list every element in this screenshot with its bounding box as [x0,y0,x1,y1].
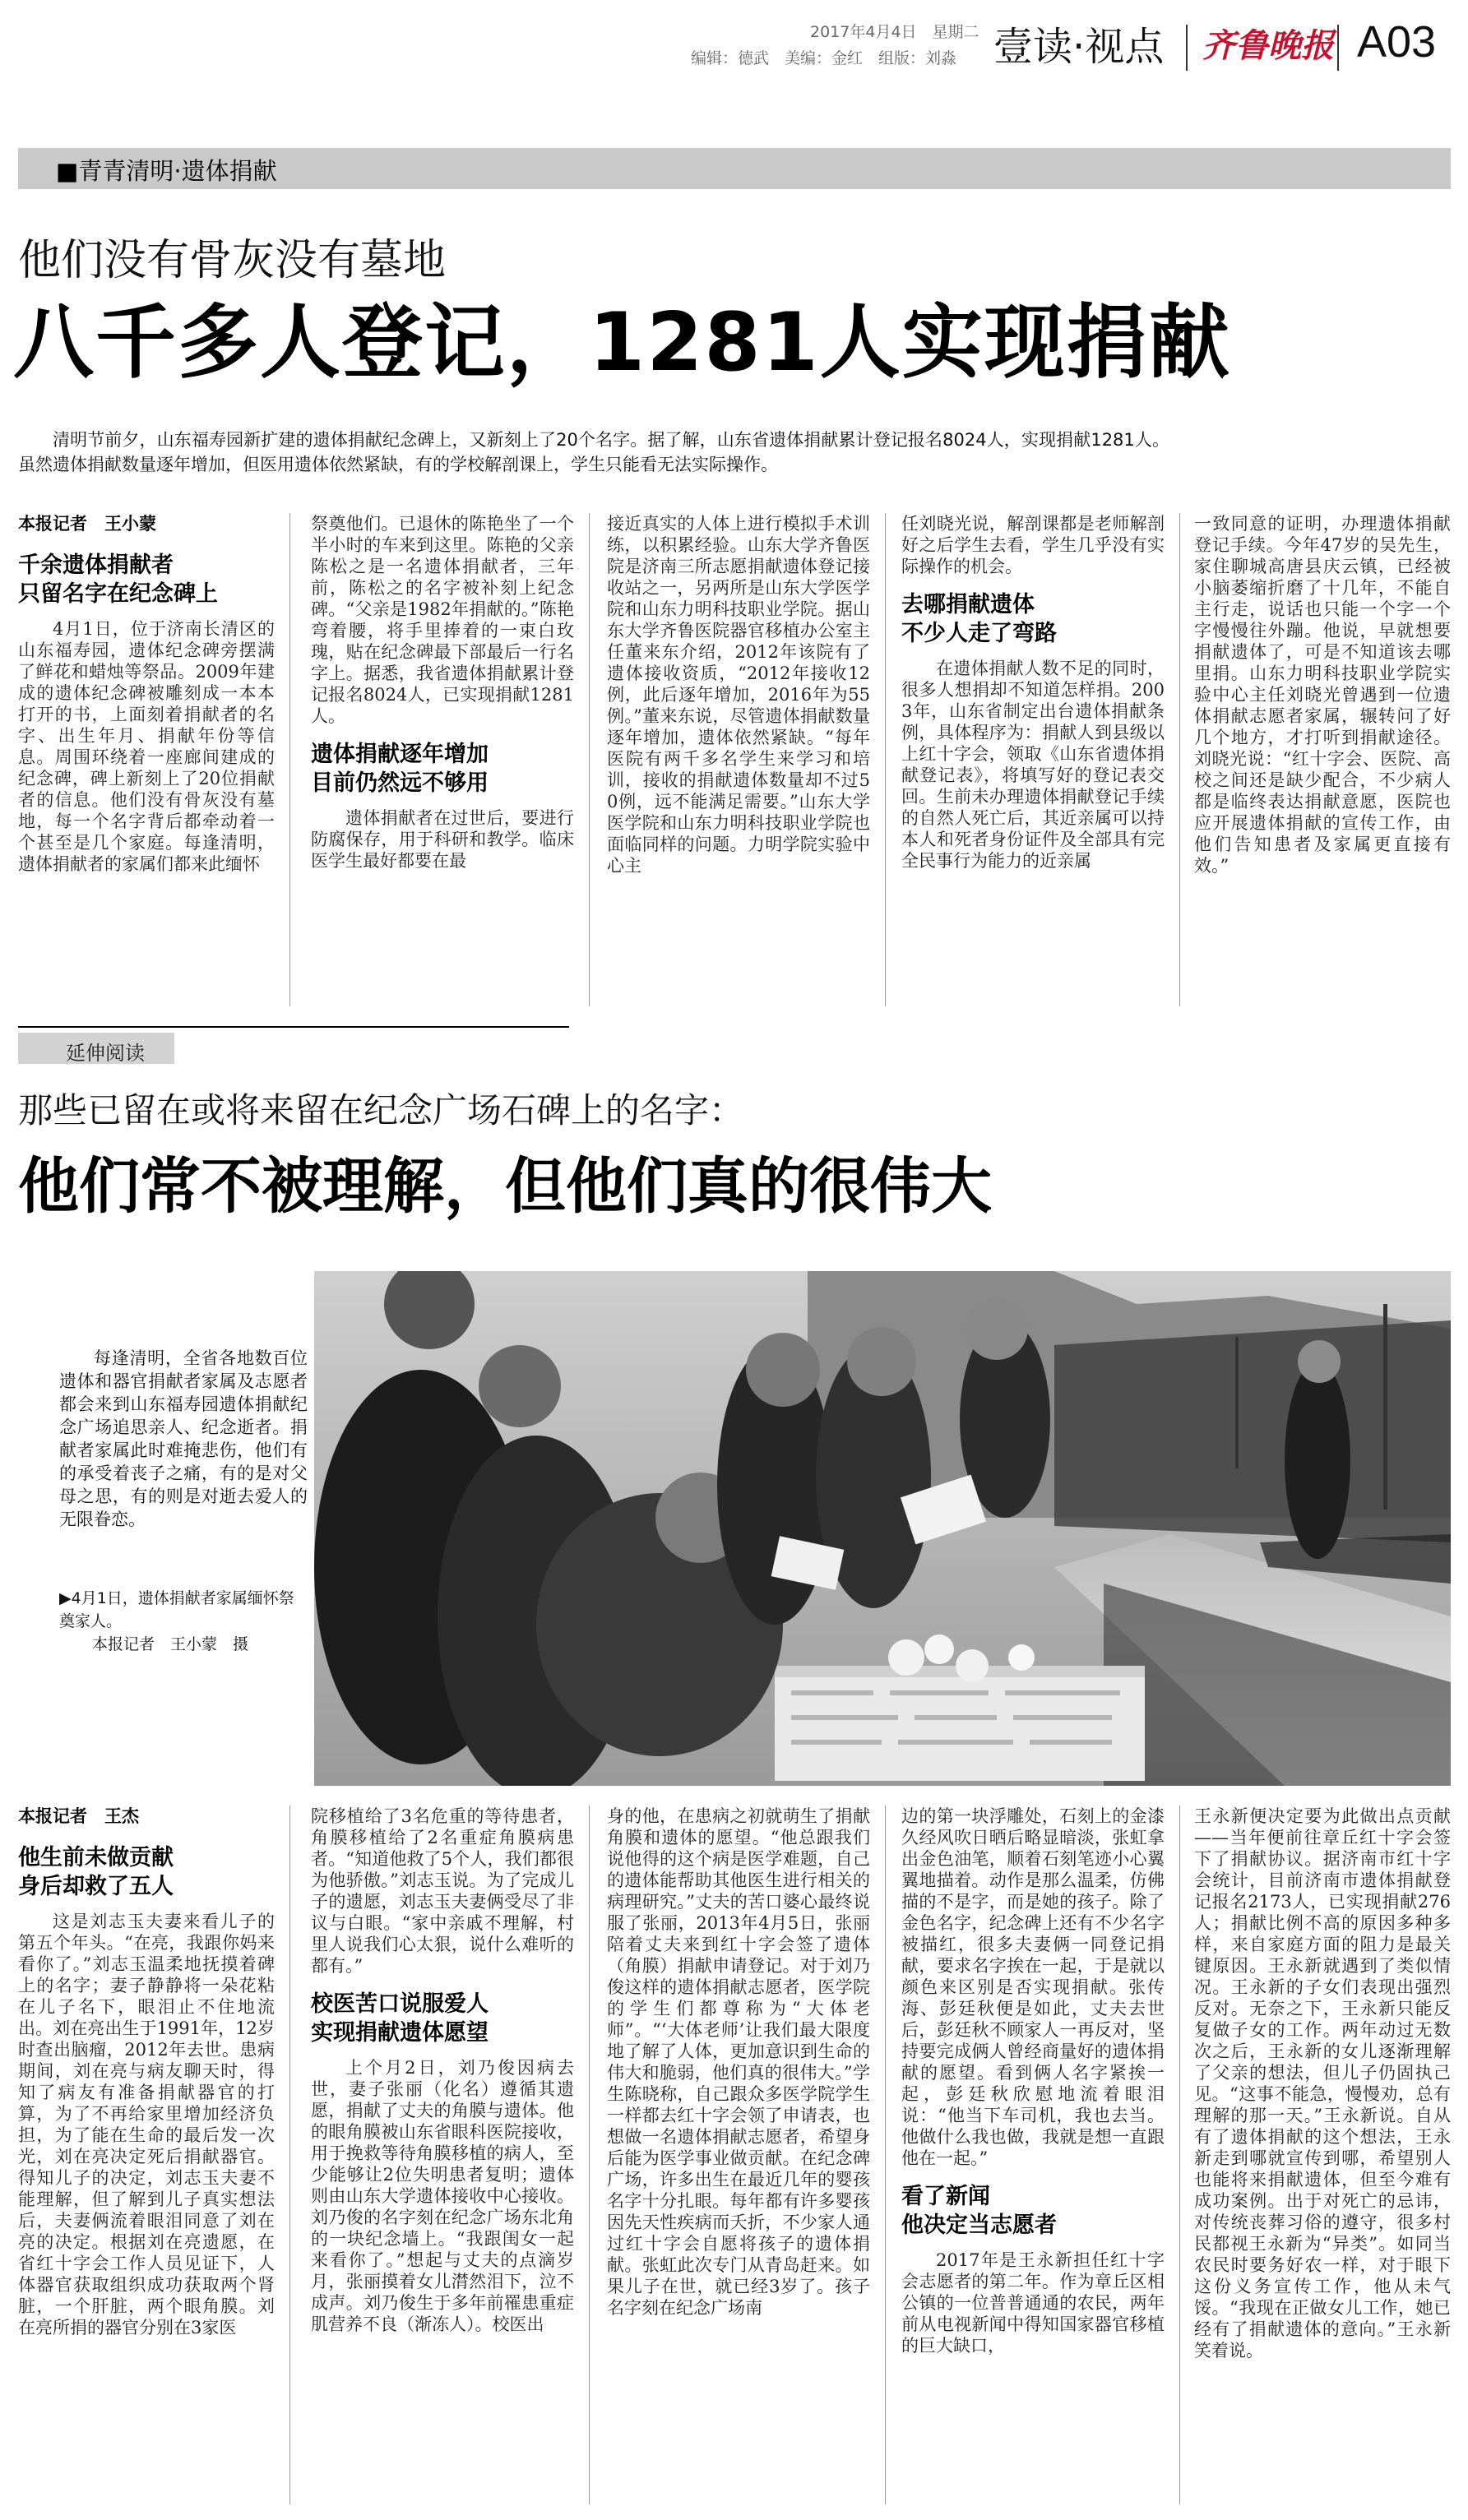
main-subhead-3: 去哪捐献遗体 不少人走了弯路 [901,592,1057,646]
second-column-5 [1194,1806,1451,2496]
editors-credit: 编辑：德武 美编：金红 组版：刘淼 [691,49,957,67]
main-headline: 八千多人登记，1281人实现捐献 [13,296,1231,390]
paper-logo: 齐鲁晚报 [1202,26,1334,65]
second-col2b-text: 上个月2日，刘乃俊因病去世，妻子张丽（化名）遵循其遗愿，捐献了丈夫的角膜与遗体。他的眼角膜被山东省眼科医院接收，用于挽救等待角膜移植的病人，至少能够让2位失明患者复明；遗体则由山东大学遗体接收中心接收。刘乃俊的名字刻在纪念广场东北角的一块纪念墙上。“我跟闺女一起来看你了。”想起与丈夫的点滴岁月，张丽摸着女儿潸然泪下，泣不成声。刘乃俊生于多年前罹患重症肌营养不良（渐冻人）。校医出 [311,2058,574,2334]
column-rule [589,1806,590,2504]
main-kicker: 他们没有骨灰没有墓地 [18,236,447,285]
column-rule [289,1806,290,2504]
photo-blurb-text: 每逢清明，全省各地数百位遗体和器官捐献者家属及志愿者都会来到山东福寿园遗体捐献纪念广场追思亲人、纪念逝者。捐献者家属此时难掩悲伤，他们有的承受着丧子之痛，有的是对父母之思，有的则是对逝去爱人的无限眷恋。 [59,1348,308,1529]
main-subhead-2: 遗体捐献逐年增加 目前仍然远不够用 [311,742,489,796]
main-col1-text: 4月1日，位于济南长清区的山东福寿园，遗体纪念碑旁摆满了鲜花和蜡烛等祭品。2009年建成的遗体纪念碑被雕刻成一本本打开的书，上面刻着捐献者的名字、出生年月、捐献年份等信息。周围环绕着一座廊间建成的纪念碑，碑上新刻上了20位捐献者的信息。他们没有骨灰没有墓地，每一个名字背后都牵动着一个甚至是几个家庭。每逢清明，遗体捐献者的家属们都来此缅怀 [18,619,275,874]
second-column-1 [18,1806,275,2496]
main-column-1 [18,513,275,996]
main-column-4 [901,513,1165,996]
main-column-3 [607,513,870,996]
lead-text: 清明节前夕，山东福寿园新扩建的遗体捐献纪念碑上，又新刻上了20个名字。据了解，山东省遗体捐献累计登记报名8024人，实现捐献1281人。虽然遗体捐献数量逐年增加，但医用遗体依然紧缺，有的学校解剖课上，学生只能看无法实际操作。 [18,430,1169,474]
photo-blurb [59,1347,308,1569]
second-column-3 [607,1806,870,2496]
second-col4b-text: 2017年是王永新担任红十字会志愿者的第二年。作为章丘区相公镇的一位普普通通的农民，两年前从电视新闻中得知国家器官移植的巨大缺口， [901,2250,1165,2356]
section-title: 壹读·视点 [993,24,1165,70]
page-number: A03 [1357,17,1437,67]
second-column-2 [311,1806,574,2496]
column-rule [885,513,886,1006]
second-col2a-text: 院移植给了3名危重的等待患者，角膜移植给了2名重症角膜病患者。“知道他救了5个人，我们都很为他骄傲。”刘志玉说。为了完成儿子的遗愿，刘志玉夫妻俩受尽了非议与白眼。“家中亲戚不理解，村里人说我们心太狠，说什么难听的都有。” [311,1806,574,1976]
column-tag-bar [18,148,1451,189]
weekday-text: 星期二 [932,23,979,41]
photo-scene [314,1271,1451,1786]
column-rule [289,513,290,1006]
second-col5-text: 王永新便决定要为此做出点贡献——当年便前往章丘红十字会签下了捐献协议。据济南市红十字会统计，目前济南市遗体捐献登记报名2173人，已实现捐献276人；捐献比例不高的原因多种多样，来自家庭方面的阻力是最关键原因。王永新就遇到了类似情况。王永新的子女们表现出强烈反对。无奈之下，王永新只能反复做子女的工作。两年动过无数次之后，王永新的女儿逐渐理解了父亲的想法，但儿子仍固执己见。“这事不能急，慢慢劝，总有理解的那一天。”王永新说。自从有了遗体捐献的这个想法，王永新走到哪就宣传到哪，希望别人也能将来捐献遗体，但至今难有成功案例。出于对死亡的忌讳，对传统丧葬习俗的遵守，很多村民都视王永新为“异类”。如同当农民时要务好农一样，对于眼下这份义务宣传工作，他从未气馁。“我现在正做女儿工作，她已经有了捐献遗体的意向。”王永新笑着说。 [1194,1806,1451,2360]
date-text: 2017年4月4日 [810,23,917,41]
photo-caption-text: ▶4月1日，遗体捐献者家属缅怀祭奠家人。 [59,1589,294,1630]
second-subhead-2: 校医苦口说服爱人 实现捐献遗体愿望 [311,1991,489,2046]
main-col4a-text: 任刘晓光说，解剖课都是老师解剖好之后学生去看，学生几乎没有实际操作的机会。 [901,514,1165,576]
main-col2b-text: 遗体捐献者在过世后，要进行防腐保存，用于科研和教学。临床医学生最好都要在最 [311,808,574,871]
masthead-divider [1186,25,1188,71]
extended-label: 延伸阅读 [66,1042,145,1065]
main-col2a-text: 祭奠他们。已退休的陈艳坐了一个半小时的车来到这里。陈艳的父亲陈松之是一名遗体捐献者，三年前，陈松之的名字被补刻上纪念碑。“父亲是1982年捐献的。”陈艳弯着腰，将手里捧着的一束白玫瑰，贴在纪念碑最下部最后一行名字上。据悉，我省遗体捐献累计登记报名8024人，已实现捐献1281人。 [311,514,574,726]
issue-date [810,20,979,42]
second-byline: 本报记者 王杰 [18,1806,139,1826]
column-rule [1179,1806,1180,2504]
masthead-divider-2 [1337,25,1339,71]
main-col3-text: 接近真实的人体上进行模拟手术训练，以积累经验。山东大学齐鲁医院是济南三所志愿捐献遗体登记接收站之一，另两所是山东大学医学院和山东力明科技职业学院。据山东大学齐鲁医院器官移植办公室主任董来东介绍，2012年该院有了遗体接收资质，“2012年接收12例，此后逐年增加，2016年为55例。”董来东说，尽管遗体捐献数量逐年增加，遗体依然紧缺。“每年医院有两千多名学生来学习和培训，接收的捐献遗体数量却不过50例，远不能满足需要。”山东大学医学院和山东力明科技职业学院也面临同样的问题。力明学院实验中心主 [607,514,870,876]
main-col5-text: 一致同意的证明，办理遗体捐献登记手续。今年47岁的吴先生，家住聊城高唐县庆云镇，已经被小脑萎缩折磨了十几年，不能自主行走，说话也只能一个字一个字慢慢往外蹦。他说，早就想要捐献遗体了，可是不知道该去哪里捐。山东力明科技职业学院实验中心主任刘晓光曾遇到一位遗体捐献志愿者家属，辗转问了好几个地方，才打听到捐献途径。刘晓光说：“红十字会、医院、高校之间还是缺少配合，不少病人都是临终表达捐献意愿，医院也应开展遗体捐献的宣传工作，由他们告知患者及家属更直接有效。” [1194,514,1451,876]
main-column-2 [311,513,574,996]
extended-kicker: 那些已留在或将来留在纪念广场石碑上的名字： [18,1090,744,1131]
second-subhead-1: 他生前未做贡献 身后却救了五人 [18,1845,174,1899]
news-photo [314,1271,1451,1786]
second-col1-text: 这是刘志玉夫妻来看儿子的第五个年头。“在亮，我跟你妈来看你了。”刘志玉温柔地抚摸着碑上的名字；妻子静静将一朵花粘在儿子名下，眼泪止不住地流出。刘在亮出生于1991年，12岁时查出脑瘤，2012年去世。患病期间，刘在亮与病友聊天时，得知了病友有准备捐献器官的打算，为了不再给家里增加经济负担，为了能在生命的最后发一次光，刘在亮决定死后捐献器官。得知儿子的决定，刘志玉夫妻不能理解，但了解到儿子真实想法后，夫妻俩流着眼泪同意了刘在亮的决定。根据刘在亮遗愿，在省红十字会工作人员见证下，人体器官获取组织成功获取两个肾脏，一个肝脏，两个眼角膜。刘在亮所捐的器官分别在3家医 [18,1912,275,2337]
main-subhead-1: 千余遗体捐献者 只留名字在纪念碑上 [18,553,218,607]
extended-rule [18,1026,569,1028]
second-col4a-text: 边的第一块浮雕处，石刻上的金漆久经风吹日晒后略显暗淡，张虹拿出金色油笔，顺着石刻笔迹小心翼翼地描着。动作是那么温柔，仿佛描的不是字，而是她的孩子。除了金色名字，纪念碑上还有不少名字被描红，很多夫妻俩一同登记捐献，要求名字挨在一起，于是就以颜色来区别是否实现捐献。张传海、彭廷秋便是如此，丈夫去世后，彭廷秋不顾家人一再反对，坚持要完成俩人曾经商量好的遗体捐献的愿望。看到俩人名字紧挨一起，彭廷秋欣慰地流着眼泪说：“他当下车司机，我也去当。他做什么我也做，我就是想一直跟他在一起。” [901,1806,1165,2168]
column-rule [1179,513,1180,1006]
extended-headline: 他们常不被理解，但他们真的很伟大 [18,1151,992,1222]
column-tag: ■青青清明·遗体捐献 [56,157,277,185]
main-byline: 本报记者 王小蒙 [18,514,156,534]
column-rule [885,1806,886,2504]
second-column-4 [901,1806,1165,2496]
extended-label-box [18,1033,174,1064]
second-col3-text: 身的他，在患病之初就萌生了捐献角膜和遗体的愿望。“他总跟我们说他得的这个病是医学难题，自己的遗体能帮助其他医生进行相关的病理研究。”丈夫的苦口婆心最终说服了张丽，2013年4月5日，张丽陪着丈夫来到红十字会签了遗体（角膜）捐献申请登记。对于刘乃俊这样的遗体捐献志愿者，医学院的学生们都尊称为“大体老师”。“‘大体老师’让我们最大限度地了解了人体，更加意识到生命的伟大和脆弱，他们真的很伟大。”学生陈晓称，自己跟众多医学院学生一样都去红十字会领了申请表，也想做一名遗体捐献志愿者，希望身后能为医学事业做贡献。在纪念碑广场，许多出生在最近几年的婴孩名字十分扎眼。每年都有许多婴孩因先天性疾病而夭折，不少家人通过红十字会自愿将孩子的遗体捐献。张虹此次专门从青岛赶来。如果儿子在世，就已经3岁了。孩子名字刻在纪念广场南 [607,1806,870,2318]
second-subhead-3: 看了新闻 他决定当志愿者 [901,2184,1057,2238]
photo-credit: 本报记者 王小蒙 摄 [92,1635,249,1653]
lead-paragraph [18,428,1169,477]
main-column-5 [1194,513,1451,996]
main-col4b-text: 在遗体捐献人数不足的同时，很多人想捐却不知道怎样捐。2003年，山东省制定出台遗体捐献条例，具体程序为：捐献人到县级以上红十字会，领取《山东省遗体捐献登记表》，将填写好的登记表交回。生前未办理遗体捐献登记手续的自然人死亡后，其近亲属可以持本人和死者身份证件及全部具有完全民事行为能力的近亲属 [901,659,1165,871]
column-rule [589,513,590,1006]
photo-caption [59,1587,308,1656]
